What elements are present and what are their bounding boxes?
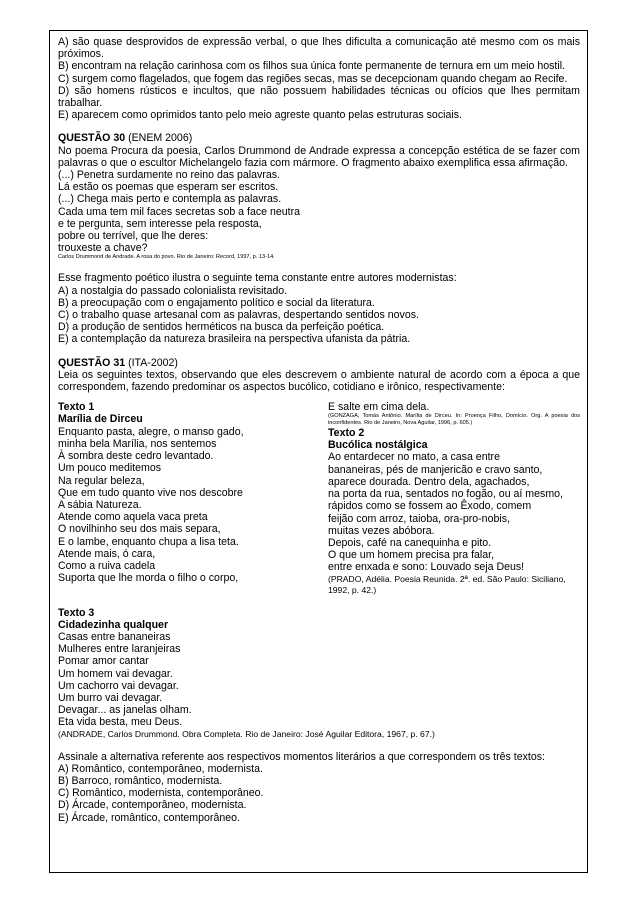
option-c: C) surgem como flagelados, que fogem das regiões secas, mas se decepcionam quando chegam ao Recife. <box>58 72 568 85</box>
poem-line: A sábia Natureza. <box>58 498 142 511</box>
option-c: C) Romântico, modernista, contemporâneo. <box>58 787 264 800</box>
option-d: D) Árcade, contemporâneo, modernista. <box>58 799 247 812</box>
poem-line: O que um homem precisa pra falar, <box>328 549 495 562</box>
texto-1 <box>58 401 320 595</box>
citation: (GONZAGA, Tomás Antônio. Marília de Dirceu. In: Proença Filho, Domício. Org. A poesia dos inconfidentes. Rio de Janeiro, Nova Aguilar, 1996, p. 605.) <box>328 413 580 427</box>
poem-line: Ao entardecer no mato, a casa entre <box>328 451 500 464</box>
poem-line: Atende como aquela vaca preta <box>58 511 208 524</box>
question-intro: No poema Procura da poesia, Carlos Drummond de Andrade expressa a concepção estética de se fazer com palavras o que o escultor Michelangelo fazia com mármore. O fragmento abaixo exemplifica essa afirmação. <box>58 144 580 169</box>
poem-line: Devagar... as janelas olham. <box>58 704 192 717</box>
option-d: D) são homens rústicos e incultos, que não possuem habilidades técnicas ou ofícios que lhes permitam trabalhar. <box>58 84 580 110</box>
question-header <box>58 357 580 369</box>
citation: (ANDRADE, Carlos Drummond. Obra Completa. Rio de Janeiro: José Aguilar Editora, 1967, p. 67.) <box>58 728 435 739</box>
text-label: Texto 3 <box>58 606 95 619</box>
citation: (PRADO, Adélia. Poesia Reunida. 2ª. ed. São Paulo: Siciliano, 1992, p. 42.) <box>328 573 566 595</box>
question-30 <box>58 132 580 345</box>
question-source: (ENEM 2006) <box>125 132 193 145</box>
question-stem: Esse fragmento poético ilustra o seguinte tema constante entre autores modernistas: <box>58 272 457 285</box>
option-b: B) encontram na relação carinhosa com os filhos sua única fonte permanente de ternura em um meio hostil. <box>58 60 565 73</box>
poem-line: Enquanto pasta, alegre, o manso gado, <box>58 425 244 438</box>
question-31 <box>58 357 580 824</box>
poem-line: Que em tudo quanto vive nos descobre <box>58 486 243 499</box>
poem-fragment <box>58 169 580 254</box>
poem-line: À sombra deste cedro levantado. <box>58 450 214 463</box>
question-header <box>58 132 580 144</box>
option-e: E) aparecem como oprimidos tanto pelo meio agreste quanto pelas estruturas sociais. <box>58 109 462 122</box>
poem-line: e te pergunta, sem interesse pela resposta, <box>58 217 262 230</box>
poem-title: Bucólica nostálgica <box>328 439 428 452</box>
poem-line: entre enxada e sono: Louvado seja Deus! <box>328 561 525 574</box>
question-source: (ITA-2002) <box>125 356 178 369</box>
poem-line: Cada uma tem mil faces secretas sob a face neutra <box>58 205 301 218</box>
poem-line: Como a ruiva cadela <box>58 559 156 572</box>
poem-line: Um burro vai devagar. <box>58 691 163 704</box>
option-e: E) Árcade, romântico, contemporâneo. <box>58 811 240 824</box>
poem-line: Eta vida besta, meu Deus. <box>58 716 183 729</box>
poem-line: Casas entre bananeiras <box>58 630 171 643</box>
poem-title: Cidadezinha qualquer <box>58 618 169 631</box>
option-a: A) Romântico, contemporâneo, modernista. <box>58 762 263 775</box>
option-a: A) a nostalgia do passado colonialista revisitado. <box>58 284 288 297</box>
poem-line: O novilhinho seu dos mais separa, <box>58 523 221 536</box>
poem-line: Mulheres entre laranjeiras <box>58 643 181 656</box>
option-d: D) a produção de sentidos herméticos na busca da perfeição poética. <box>58 321 385 334</box>
option-c: C) o trabalho quase artesanal com as palavras, despertando sentidos novos. <box>58 309 419 322</box>
poem-line: Na regular beleza, <box>58 474 145 487</box>
poem-line: minha bela Marília, nos sentemos <box>58 437 217 450</box>
option-e: E) a contemplação da natureza brasileira na perspectiva ufanista da pátria. <box>58 333 411 346</box>
poem-line: trouxeste a chave? <box>58 242 148 255</box>
option-b: B) a preocupação com o engajamento político e social da literatura. <box>58 296 375 309</box>
citation: Carlos Drummond de Andrade. A rosa do povo. Rio de Janeiro: Record, 1997, p. 13-14. <box>58 254 275 261</box>
poem-line: Um pouco meditemos <box>58 462 162 475</box>
poem-line: pobre ou terrível, que lhe deres: <box>58 230 209 243</box>
texto-3 <box>58 607 580 740</box>
text-label: Texto 1 <box>58 401 95 414</box>
poem-line: bananeiras, pés de manjericão e cravo santo, <box>328 463 543 476</box>
poem-line: aparece dourada. Dentro dela, agachados, <box>328 475 530 488</box>
poem-line: na porta da rua, sentados no fogão, ou aí mesmo, <box>328 488 563 501</box>
poem-line: (...) Penetra surdamente no reino das palavras. <box>58 169 280 182</box>
text-label: Texto 2 <box>328 427 365 440</box>
previous-question-options <box>58 36 580 121</box>
poem-line: Atende mais, ó cara, <box>58 547 156 560</box>
poem-title: Marília de Dirceu <box>58 413 143 426</box>
poem-line: E salte em cima dela. <box>328 401 430 414</box>
right-column <box>328 401 580 595</box>
option-b: B) Barroco, romântico, modernista. <box>58 774 223 787</box>
poem-line: feijão com arroz, taioba, ora-pro-nobis, <box>328 512 510 525</box>
poem-line: Um cachorro vai devagar. <box>58 679 179 692</box>
poem-line: Pomar amor cantar <box>58 655 149 668</box>
two-column-texts <box>58 401 580 595</box>
poem-line: (...) Chega mais perto e contempla as palavras. <box>58 193 282 206</box>
poem-line: Lá estão os poemas que esperam ser escritos. <box>58 181 279 194</box>
poem-line: rápidos como se fossem ao Êxodo, comem <box>328 500 532 513</box>
document-content <box>58 36 580 824</box>
option-a: A) são quase desprovidos de expressão verbal, o que lhes dificulta a comunicação até mesmo com os mais próximos. <box>58 36 580 61</box>
poem-line: E o lambe, enquanto chupa a lisa teta. <box>58 535 239 548</box>
question-stem: Assinale a alternativa referente aos respectivos momentos literários a que correspondem os três textos: <box>58 750 545 763</box>
poem-line: Um homem vai devagar. <box>58 667 173 680</box>
question-label: QUESTÃO 31 <box>58 356 126 369</box>
poem-line: Suporta que lhe morda o filho o corpo, <box>58 572 239 585</box>
question-intro: Leia os seguintes textos, observando que eles descrevem o ambiente natural de acordo com a época a que correspondem, fazendo predominar os aspectos bucólico, cotidiano e irônico, respectivamente: <box>58 368 580 394</box>
question-label: QUESTÃO 30 <box>58 132 126 145</box>
poem-line: Depois, café na canequinha e pito. <box>328 536 492 549</box>
poem-line: muitas vezes abóbora. <box>328 524 435 537</box>
